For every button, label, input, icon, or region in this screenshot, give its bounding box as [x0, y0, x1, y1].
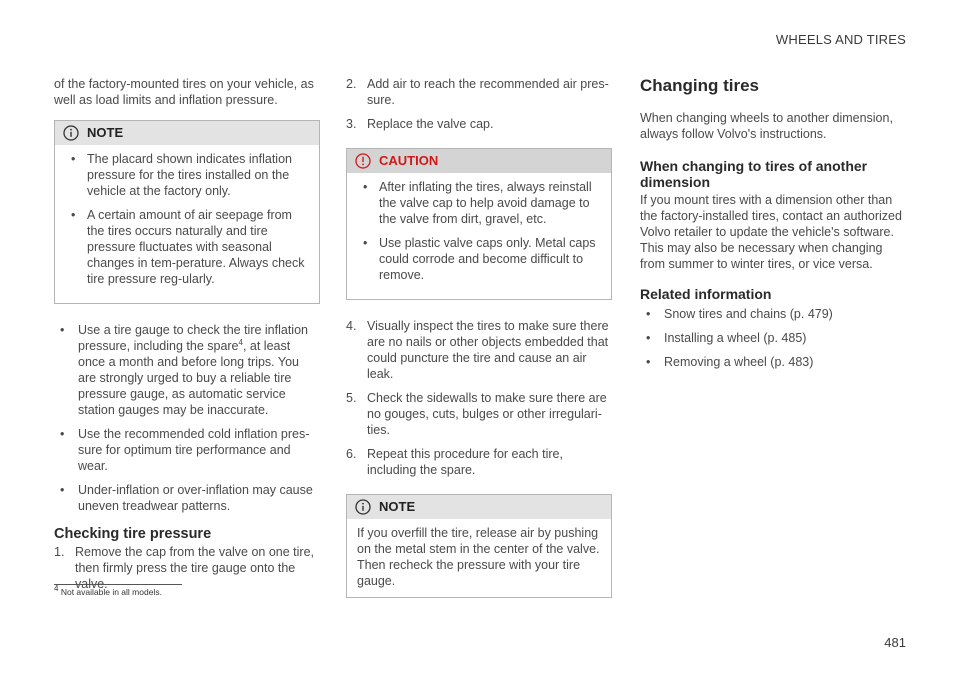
info-circle-icon	[355, 499, 371, 515]
caution-box	[346, 148, 612, 300]
caution-box-header	[347, 149, 611, 173]
note-item: • A certain amount of air seepage from the tires occurs naturally and tire pressure fluctuates with seasonal changes in tem-perature. Always check tire pressure reg-ularly.	[71, 208, 305, 286]
bullet-item: • Use the recommended cold inflation pres-sure for optimum tire performance and wear.	[60, 427, 310, 473]
col3-intro: When changing wheels to another dimension, always follow Volvo's instructions.	[640, 111, 893, 141]
running-header: WHEELS AND TIRES	[775, 32, 906, 47]
sub-text: If you mount tires with a dimension other than the factory-installed tires, contact an authorized Volvo retailer to update the vehicle's software. This may also be necessary when changing from summer to winter tires, or vice versa.	[640, 193, 902, 271]
note-box-1	[54, 120, 320, 304]
warning-circle-icon	[355, 153, 371, 169]
info-circle-icon	[63, 125, 79, 141]
sub-heading-another-dimension: When changing to tires of another dimension	[640, 158, 868, 190]
note-item: • The placard shown indicates inflation pressure for the tires installed on the vehicle at the factory only.	[71, 152, 292, 198]
related-link[interactable]: • Installing a wheel (p. 485)	[646, 331, 807, 345]
note-label: NOTE	[379, 499, 416, 514]
note-text: If you overfill the tire, release air by pushing on the metal stem in the center of the valve. Then recheck the pressure with your tire gauge.	[357, 526, 600, 588]
related-link[interactable]: • Snow tires and chains (p. 479)	[646, 307, 833, 321]
caution-item: • Use plastic valve caps only. Metal caps could corrode and become difficult to remove.	[363, 236, 596, 282]
step-item: 3. Replace the valve cap.	[346, 117, 494, 131]
note-label: NOTE	[87, 125, 124, 140]
footnote-ref: 4	[238, 337, 243, 347]
column-3	[640, 76, 906, 378]
note-box-2-header	[347, 495, 611, 519]
caution-item: • After inflating the tires, always reinstall the valve cap to help avoid damage to the valve from dirt, gravel, etc.	[363, 180, 592, 226]
note-box-2	[346, 494, 612, 598]
column-1	[54, 76, 320, 600]
footnote: $^4$ Not available in all models.	[54, 584, 162, 597]
related-link[interactable]: • Removing a wheel (p. 483)	[646, 355, 814, 369]
step-item: 5. Check the sidewalls to make sure there are no gouges, cuts, bulges or other irregulari-ties.	[346, 391, 607, 437]
step-item: 4. Visually inspect the tires to make sure there are no nails or other objects embedded that could puncture the tire and cause an air leak.	[346, 319, 609, 381]
related-info-heading: Related information	[640, 286, 772, 302]
step-item: 6. Repeat this procedure for each tire, including the spare.	[346, 447, 563, 477]
page-number: 481	[884, 635, 906, 650]
section-heading-checking-tire-pressure: Checking tire pressure	[54, 526, 212, 542]
step-item: 2. Add air to reach the recommended air pres-sure.	[346, 77, 609, 107]
col1-intro: of the factory-mounted tires on your vehicle, as well as load limits and inflation pressure.	[54, 77, 314, 107]
bullet-item: • Use a tire gauge to check the tire inflation pressure, including the spare$^4$, at least once a month and before long trips. You are strongly urged to buy a reliable tire pressure gauge, as automatic service station gauges may be inaccurate.	[60, 323, 308, 417]
bullet-item: • Under-inflation or over-inflation may cause uneven treadwear patterns.	[60, 483, 313, 513]
column-2	[346, 76, 612, 612]
footnote-divider	[54, 584, 182, 585]
section-title-changing-tires: Changing tires	[640, 76, 760, 95]
caution-label: CAUTION	[379, 153, 439, 168]
step-item: 1. Remove the cap from the valve on one tire, then firmly press the tire gauge onto the valve.	[54, 545, 315, 591]
note-box-1-header	[55, 121, 319, 145]
